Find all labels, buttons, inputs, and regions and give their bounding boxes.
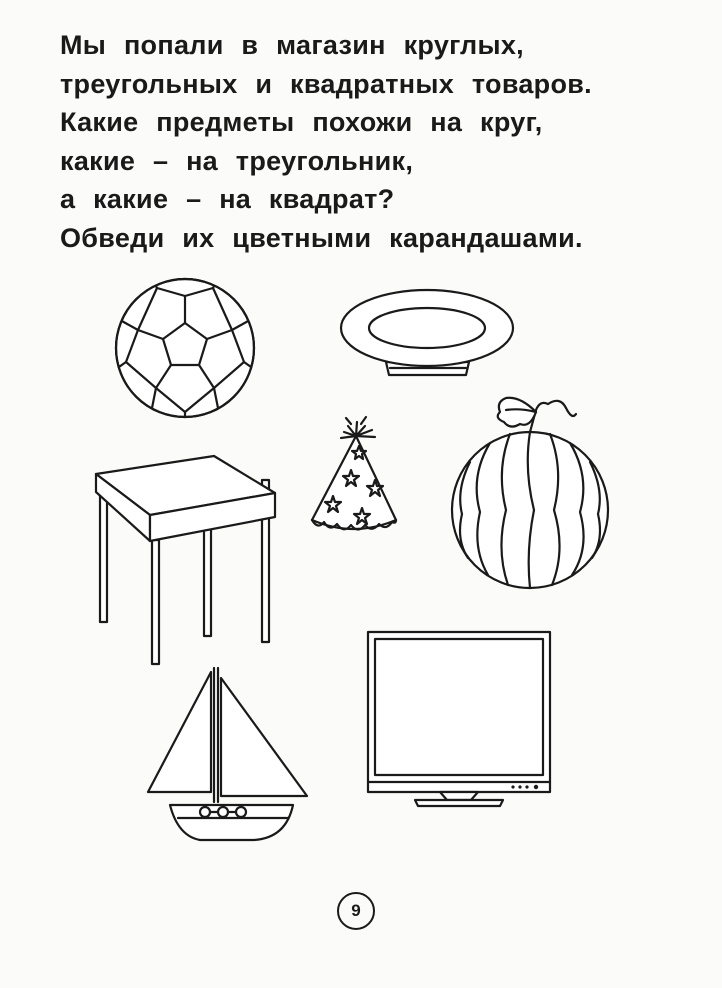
instruction-line: Мы попали в магазин круглых,: [60, 30, 524, 60]
sailboat-icon: [148, 668, 307, 840]
plate-icon: [341, 290, 513, 375]
watermelon-icon: [452, 398, 608, 588]
instruction-line: а какие – на квадрат?: [60, 184, 395, 215]
party-hat-icon: [312, 417, 396, 530]
instruction-line: Обведи их цветными карандашами.: [60, 222, 583, 253]
instruction-line: треугольных и квадратных товаров.: [60, 68, 592, 99]
page-number: 9: [337, 892, 375, 930]
instruction-line: Какие предметы похожи на круг,: [60, 107, 543, 138]
monitor-icon: [368, 632, 550, 806]
soccer-ball-icon: [112, 270, 258, 420]
stool-icon: [96, 456, 275, 664]
instruction-line: какие – на треугольник,: [60, 145, 414, 176]
